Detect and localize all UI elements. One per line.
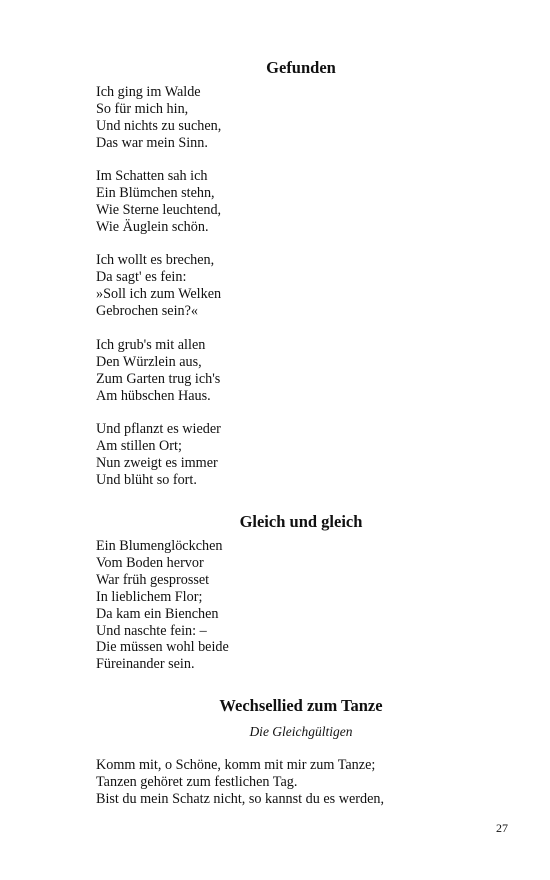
verse-line: Das war mein Sinn. <box>96 134 208 151</box>
verse-line: Da sagt' es fein: <box>96 268 187 285</box>
verse-line: Den Würzlein aus, <box>96 353 202 370</box>
verse-line: Ein Blümchen stehn, <box>96 184 215 201</box>
stanza <box>96 84 221 152</box>
poem-title-gefunden: Gefunden <box>266 58 336 77</box>
stanza <box>96 757 384 808</box>
verse-line: Ich ging im Walde <box>96 84 201 100</box>
verse-line: War früh gesprosset <box>96 571 210 588</box>
verse-line: Ich grub's mit allen <box>96 337 206 353</box>
verse-line: So für mich hin, <box>96 100 189 117</box>
verse-line: Wie Äuglein schön. <box>96 218 209 235</box>
verse-line: Ein Blumenglöckchen <box>96 538 223 554</box>
verse-line: Im Schatten sah ich <box>96 168 208 184</box>
verse-line: Tanzen gehöret zum festlichen Tag. <box>96 773 298 790</box>
poem-title-gleich-und-gleich: Gleich und gleich <box>239 512 363 531</box>
verse-line: Komm mit, o Schöne, komm mit mir zum Tanze; <box>96 757 376 773</box>
verse-line: Ich wollt es brechen, <box>96 252 215 268</box>
verse-line: Und blüht so fort. <box>96 471 197 488</box>
page-number: 27 <box>496 821 508 835</box>
verse-line: In lieblichem Flor; <box>96 588 203 605</box>
verse-line: Und nichts zu suchen, <box>96 117 222 134</box>
verse-line: »Soll ich zum Welken <box>96 285 222 302</box>
verse-line: Und naschte fein: – <box>96 622 207 639</box>
stanza <box>96 421 221 489</box>
verse-line: Bist du mein Schatz nicht, so kannst du es werden, <box>96 790 385 807</box>
verse-line: Die müssen wohl beide <box>96 639 229 656</box>
verse-line: Und pflanzt es wieder <box>96 421 221 437</box>
stanza <box>96 168 221 236</box>
verse-line: Füreinander sein. <box>96 656 195 673</box>
verse-line: Zum Garten trug ich's <box>96 370 221 387</box>
verse-line: Gebrochen sein?« <box>96 302 199 319</box>
verse-line: Am hübschen Haus. <box>96 387 211 404</box>
verse-line: Wie Sterne leuchtend, <box>96 201 222 218</box>
verse-line: Vom Boden hervor <box>96 554 204 571</box>
poem-subtitle: Die Gleichgültigen <box>249 724 353 739</box>
verse-line: Da kam ein Bienchen <box>96 605 219 622</box>
verse-line: Am stillen Ort; <box>96 437 182 454</box>
poem-title-wechsellied: Wechsellied zum Tanze <box>219 696 383 715</box>
stanza <box>96 538 229 673</box>
verse-line: Nun zweigt es immer <box>96 454 218 471</box>
stanza <box>96 252 221 320</box>
stanza <box>96 337 220 405</box>
